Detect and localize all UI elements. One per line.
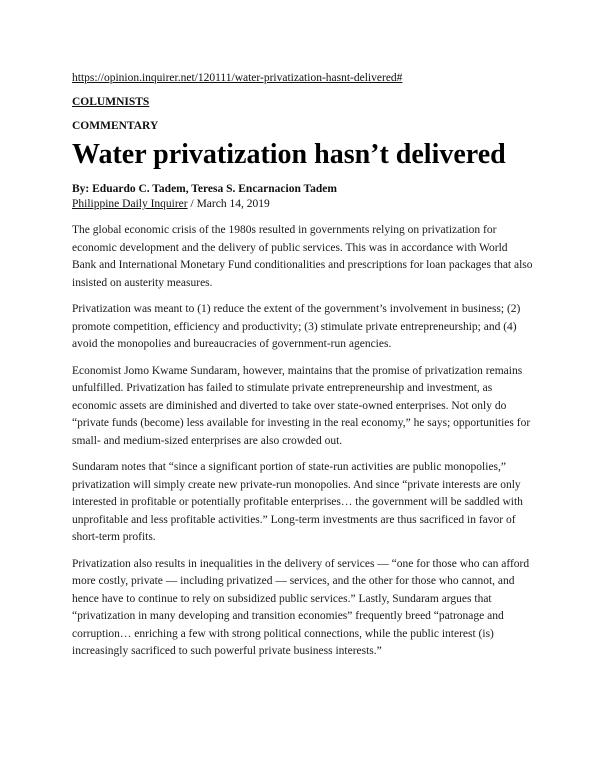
date-separator: / — [187, 198, 197, 210]
document-page — [72, 70, 534, 670]
publication-date: March 14, 2019 — [196, 198, 270, 210]
section-link-columnists[interactable]: COLUMNISTS — [72, 96, 150, 108]
article-byline: By: Eduardo C. Tadem, Teresa S. Encarnacion Tadem — [72, 183, 337, 195]
category-label: COMMENTARY — [72, 120, 159, 132]
article-paragraph: Privatization also results in inequalities in the delivery of services — “one for those who can afford more costly, private — including privatized — services, and the other for those who cannot, and hence have to continue to rely on subsidized public services.” Lastly, Sundaram argues that “privatization in many developing and transition economies” frequently breed “patronage and corruption… enriching a few with strong political connections, while the public interest (is) increasingly sacrificed to such powerful private business interests.” — [72, 557, 530, 657]
publication-line — [72, 197, 534, 212]
publisher-link[interactable]: Philippine Daily Inquirer — [72, 198, 188, 210]
article-paragraph: Economist Jomo Kwame Sundaram, however, maintains that the promise of privatization remains unfulfilled. Privatization has failed to stimulate private entrepreneurship and investment, as economic assets are diminished and diverted to take over state-owned enterprises. Not only do “private funds (become) less available for investing in the real economy,” he says; opportunities for small- and medium-sized enterprises are also crowded out. — [72, 364, 531, 447]
article-url-link[interactable]: https://opinion.inquirer.net/120111/water-privatization-hasnt-delivered# — [72, 72, 403, 84]
article-title: Water privatization hasn’t delivered — [72, 139, 506, 170]
article-paragraph: Sundaram notes that “since a significant portion of state-run activities are public monopolies,” privatization will simply create new private-run monopolies. And since “private interests are only interested in profitable or potentially profitable enterprises… the government will be saddled with unprofitable and less profitable activities.” Long-term investments are thus sacrificed in favor of short-term profits. — [72, 461, 523, 543]
article-paragraph: The global economic crisis of the 1980s resulted in governments relying on privatization for economic development and the delivery of public services. This was in accordance with World Bank and International Monetary Fund conditionalities and prescriptions for loan packages that also insisted on austerity measures. — [72, 224, 533, 289]
article-paragraph: Privatization was meant to (1) reduce the extent of the government’s involvement in business; (2) promote competition, efficiency and productivity; (3) stimulate private entrepreneurship; and (4) avoid the monopolies and bureaucracies of government-run agencies. — [72, 303, 521, 350]
